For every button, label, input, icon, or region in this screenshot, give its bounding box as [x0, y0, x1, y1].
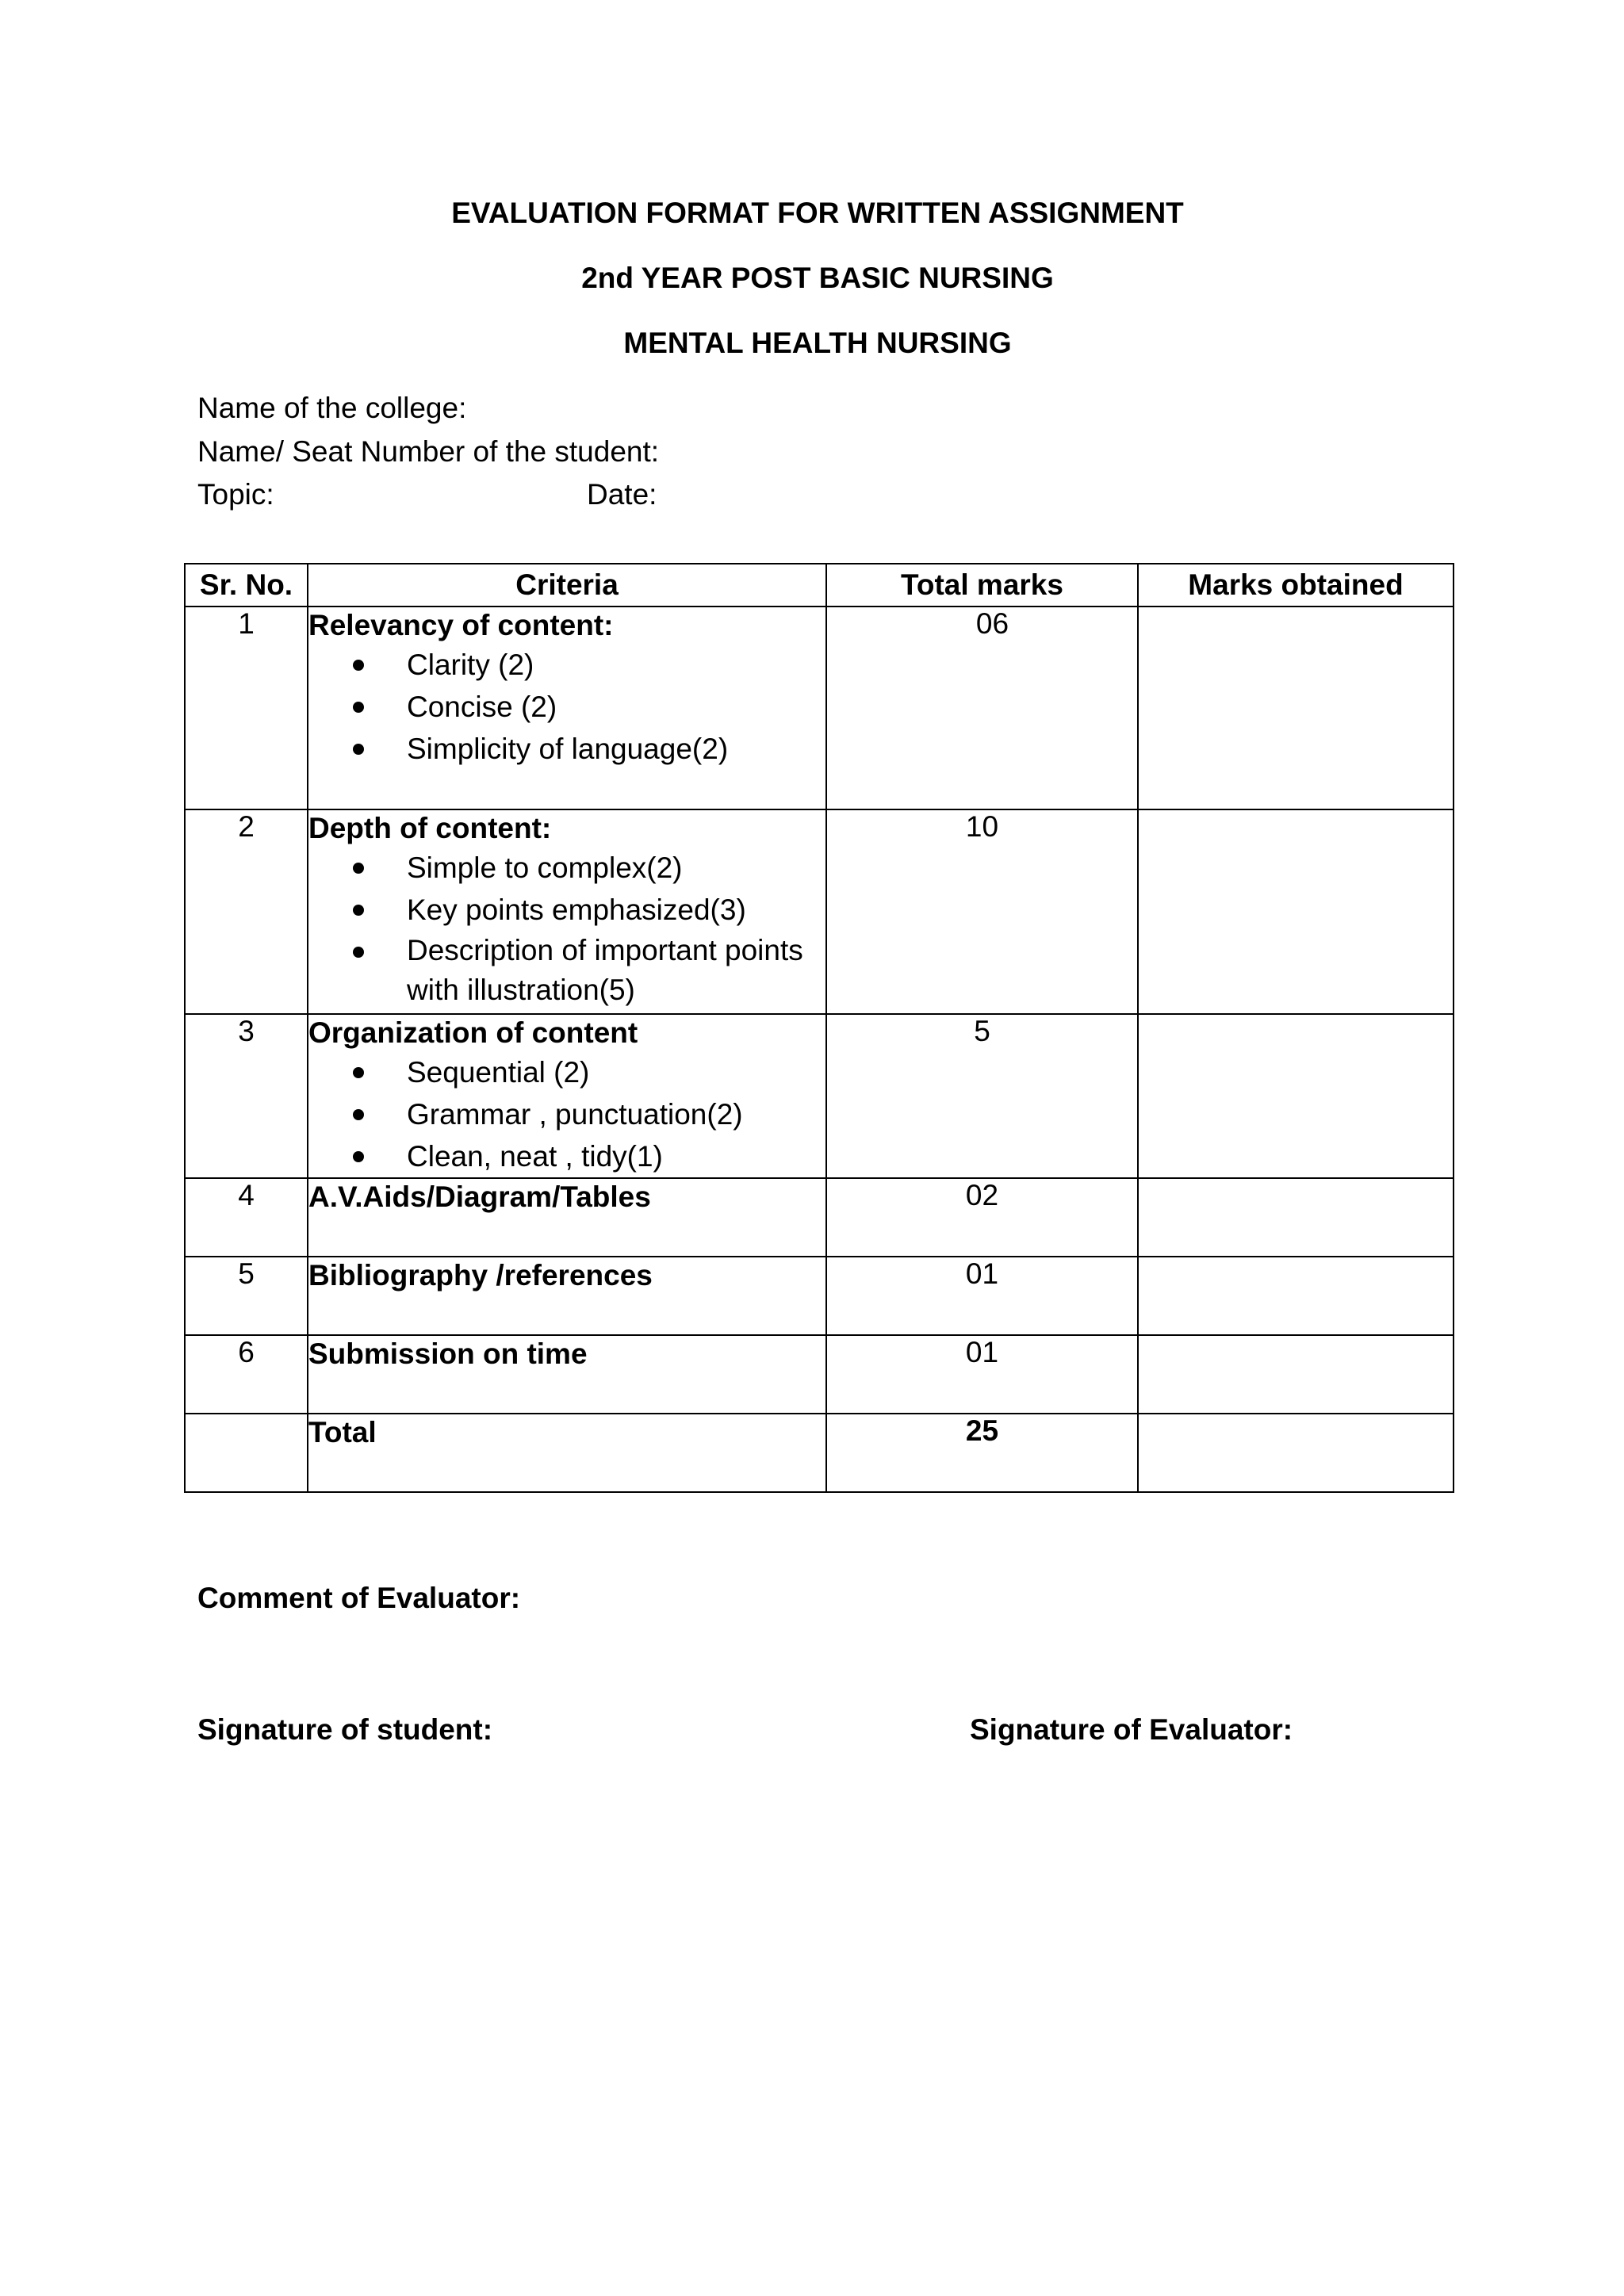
table-row [185, 1014, 1454, 1178]
student-name-label: Name/ Seat Number of the student: [197, 435, 660, 468]
criteria-item: Clean, neat , tidy(1) [407, 1135, 825, 1177]
table-row [185, 1335, 1454, 1414]
criteria-title: A.V.Aids/Diagram/Tables [308, 1181, 651, 1213]
evaluation-table [184, 563, 1454, 1493]
evaluator-comment-label: Comment of Evaluator: [197, 1582, 521, 1614]
row-sr-no: 6 [185, 1335, 308, 1414]
college-name-label: Name of the college: [197, 392, 467, 424]
total-row-label-cell [308, 1414, 826, 1492]
header-criteria: Criteria [308, 564, 826, 607]
table-row [185, 1257, 1454, 1335]
row-total-marks: 02 [826, 1178, 1138, 1257]
bullet-icon [353, 660, 364, 671]
criteria-title: Submission on time [308, 1337, 588, 1370]
bullet-icon [353, 863, 364, 874]
criteria-title: Relevancy of content: [308, 609, 614, 641]
criteria-item: Simple to complex(2) [407, 847, 825, 889]
bullet-icon [353, 1109, 364, 1120]
row-total-marks: 01 [826, 1257, 1138, 1335]
criteria-list [308, 644, 825, 770]
row-total-marks: 01 [826, 1335, 1138, 1414]
row-criteria [308, 809, 826, 1014]
row-total-marks: 5 [826, 1014, 1138, 1178]
row-sr-no: 2 [185, 809, 308, 1014]
bullet-icon [353, 1067, 364, 1078]
row-marks-obtained[interactable] [1138, 607, 1454, 809]
row-sr-no: 3 [185, 1014, 308, 1178]
row-marks-obtained[interactable] [1138, 1335, 1454, 1414]
row-sr-no: 4 [185, 1178, 308, 1257]
row-criteria [308, 1014, 826, 1178]
document-title: EVALUATION FORMAT FOR WRITTEN ASSIGNMENT [451, 197, 1184, 229]
table-header-row [185, 564, 1454, 607]
criteria-title: Bibliography /references [308, 1259, 653, 1292]
criteria-title: Organization of content [308, 1016, 638, 1049]
header-total-marks: Total marks [826, 564, 1138, 607]
row-criteria [308, 1178, 826, 1257]
header-marks-obtained: Marks obtained [1138, 564, 1454, 607]
table-row [185, 809, 1454, 1014]
row-sr-no: 5 [185, 1257, 308, 1335]
bullet-icon [353, 1151, 364, 1162]
criteria-item: Description of important points with illustration(5) [407, 931, 825, 1010]
row-criteria [308, 1335, 826, 1414]
total-row-sr-no [185, 1414, 308, 1492]
header-sr-no: Sr. No. [185, 564, 308, 607]
row-marks-obtained[interactable] [1138, 1257, 1454, 1335]
row-criteria [308, 1257, 826, 1335]
row-sr-no: 1 [185, 607, 308, 809]
document-subject: MENTAL HEALTH NURSING [623, 327, 1012, 359]
evaluator-signature-label: Signature of Evaluator: [970, 1713, 1293, 1746]
criteria-item: Simplicity of language(2) [407, 728, 825, 770]
row-total-marks: 06 [826, 607, 1138, 809]
total-label: Total [308, 1416, 377, 1448]
bullet-icon [353, 744, 364, 755]
row-marks-obtained[interactable] [1138, 1014, 1454, 1178]
row-total-marks: 10 [826, 809, 1138, 1014]
criteria-item: Key points emphasized(3) [407, 889, 825, 931]
criteria-list [308, 847, 825, 1010]
student-signature-label: Signature of student: [197, 1713, 493, 1746]
row-criteria [308, 607, 826, 809]
total-marks-obtained[interactable] [1138, 1414, 1454, 1492]
date-label: Date: [587, 478, 657, 511]
row-marks-obtained[interactable] [1138, 809, 1454, 1014]
criteria-item: Grammar , punctuation(2) [407, 1093, 825, 1135]
topic-label: Topic: [197, 478, 274, 511]
criteria-item: Concise (2) [407, 686, 825, 728]
criteria-title: Depth of content: [308, 812, 552, 844]
bullet-icon [353, 947, 364, 958]
criteria-item: Sequential (2) [407, 1051, 825, 1093]
criteria-list [308, 1051, 825, 1177]
bullet-icon [353, 702, 364, 713]
bullet-icon [353, 905, 364, 916]
criteria-item: Clarity (2) [407, 644, 825, 686]
table-row [185, 1178, 1454, 1257]
total-row [185, 1414, 1454, 1492]
document-year: 2nd YEAR POST BASIC NURSING [581, 262, 1054, 294]
table-row [185, 607, 1454, 809]
total-marks-value: 25 [826, 1414, 1138, 1492]
row-marks-obtained[interactable] [1138, 1178, 1454, 1257]
